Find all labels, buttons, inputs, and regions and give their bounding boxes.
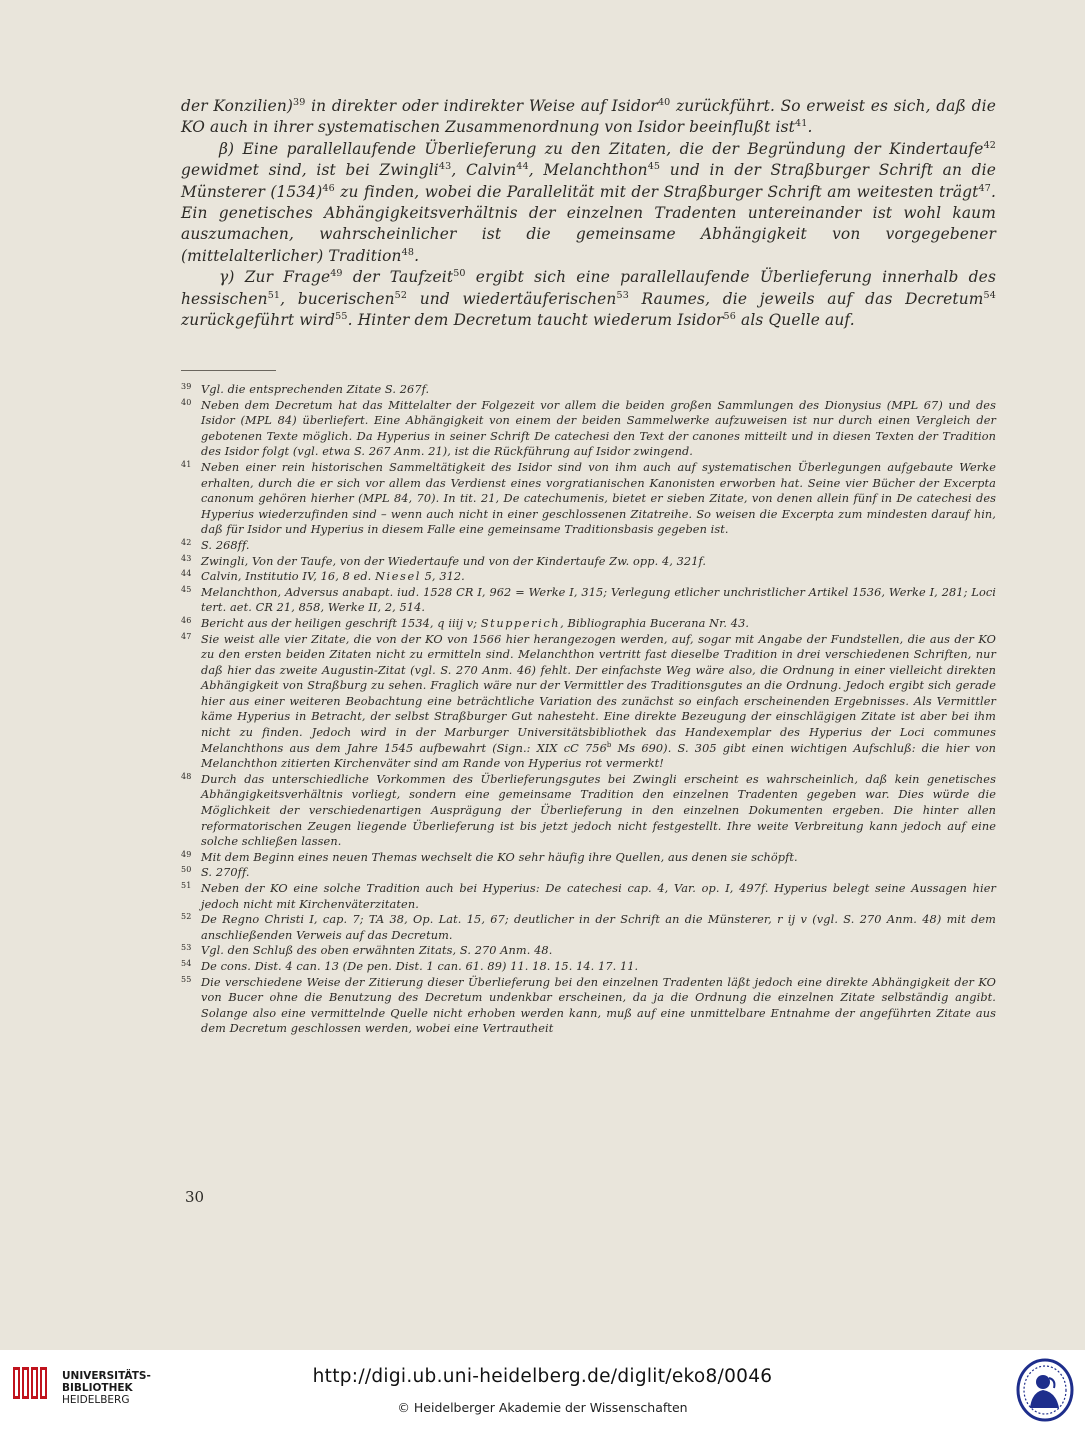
footnote-text: Bericht aus der heiligen geschrift 1534, q iiij v; Stupperich, Bibliographia Bucerana Nr. 43. [201, 616, 750, 630]
copyright-notice: © Heidelberger Akademie der Wissenschaften [397, 1400, 688, 1415]
main-text [181, 96, 996, 331]
footnote-text: Mit dem Beginn eines neuen Themas wechselt die KO sehr häufig ihre Quellen, aus denen sie schöpft. [201, 850, 798, 864]
footnote-number: 47 [181, 631, 192, 641]
footnote-text: Calvin, Institutio IV, 16, 8 ed. Niesel 5, 312. [201, 570, 465, 584]
library-name-line1: UNIVERSITÄTS- [62, 1370, 151, 1382]
footnote-number: 52 [181, 912, 192, 922]
footnote-46 [181, 616, 996, 632]
footnote-48 [181, 772, 996, 850]
footnote-54 [181, 959, 996, 975]
footnote-39 [181, 382, 996, 398]
footnote-text: Zwingli, Von der Taufe, von der Wiedertaufe und von der Kindertaufe Zw. opp. 4, 321f. [201, 554, 707, 568]
footnote-number: 51 [181, 881, 192, 890]
footnote-55 [181, 975, 996, 1037]
footnote-45 [181, 585, 996, 616]
footnote-text: Sie weist alle vier Zitate, die von der KO von 1566 hier herangezogen werden, auf, sogar mit Angabe der Fundstellen, die aus der KO zu den ersten beiden Zitaten nicht zu ermitteln sind. Melanchthon vertritt fast dieselbe Tradition in drei verschiedenen Schriften, nur daß hier das zweite Augustin-Zitat (vgl. S. 270 Anm. 46) fehlt. Der einfachste Weg wäre also, die Ordnung in einer vielleicht direkten Abhängigkeit von Straßburg zu sehen. Fraglich wäre nur der Vermittler des Traditionsgutes an die Ordnung. Jedoch ergibt sich gerade hier aus einer weiteren Beobachtung eine beträchtliche Variation des zunächst so einfach erscheinenden Ergebnisses. Als Vermittler käme Hyperius in Betracht, der selbst Straßburger Gut nahesteht. Eine direkte Bezeugung der einschlägigen Zitate ist aber bei ihm nicht zu finden. Jedoch wird in der Marburger Universitätsbibliothek das Handexemplar des Hyperius der Loci communes Melanchthons aus dem Jahre 1545 aufbewahrt (Sign.: XIX cC 756$^b$ Ms 690). S. 305 gibt einen wichtigen Aufschluß: die hier von Melanchthon zitierten Kirchenväter sind am Rande von Hyperius rot vermerkt! [201, 632, 996, 771]
footnote-number: 44 [181, 569, 192, 579]
footnote-number: 41 [181, 459, 192, 469]
footnote-number: 40 [181, 397, 192, 407]
footnote-43 [181, 554, 996, 570]
footnote-text: Die verschiedene Weise der Zitierung dieser Überlieferung bei den einzelnen Tradenten läßt jedoch eine direkte Abhängigkeit der KO von Bucer ohne die Benutzung des Decretum undenkbar erscheinen, da ja die Ordnung die einzelnen Zitate selbständig angibt. Solange also eine vermittelnde Quelle nicht erhoben werden kann, muß auf eine unmittelbare Entnahme der angeführten Zitate aus dem Decretum geschlossen werden, wobei eine Vertrautheit [201, 975, 996, 1036]
footnote-51 [181, 881, 996, 912]
footnote-number: 42 [181, 537, 192, 547]
footnote-text: Vgl. den Schluß des oben erwähnten Zitats, S. 270 Anm. 48. [201, 944, 553, 958]
paragraph-2-beta: β) Eine parallellaufende Überlieferung zu den Zitaten, die der Begründung der Kindertaufe$^{42}$ gewidmet sind, ist bei Zwingli$^{43}$, Calvin$^{44}$, Melanchthon$^{45}$ und in der Straßburger Schrift an die Münsterer $(1534)^{46}$ zu finden, wobei die Parallelität mit der Straßburger Schrift am weitesten trägt$^{47}$. Ein genetisches Abhängigkeitsverhältnis der einzelnen Tradenten untereinander ist wohl kaum auszumachen, wahrscheinlicher ist die gemeinsame Abhängigkeit von vorgegebener (mittelalterlicher) Tradition$^{48}$. [181, 139, 996, 265]
footnote-number: 49 [181, 849, 192, 859]
footnote-number: 45 [181, 584, 192, 594]
footnote-47 [181, 632, 996, 772]
footnote-separator [181, 370, 276, 371]
footnote-number: 43 [181, 553, 192, 563]
footnote-41 [181, 460, 996, 538]
footnote-number: 50 [181, 865, 192, 875]
footnote-53 [181, 943, 996, 959]
footnote-50 [181, 865, 996, 881]
footnote-number: 46 [181, 615, 192, 625]
footnote-text: De cons. Dist. 4 can. 13 (De pen. Dist. 1 can. 61. 89) 11. 18. 15. 14. 17. 11. [201, 959, 639, 973]
library-name-line2: BIBLIOTHEK [62, 1382, 133, 1394]
footnote-49 [181, 850, 996, 866]
footnote-text: S. 270ff. [201, 866, 250, 880]
footnote-text: Durch das unterschiedliche Vorkommen des Überlieferungsgutes bei Zwingli erscheint es wahrscheinlich, daß kein genetisches Abhängigkeitsverhältnis vorliegt, sondern eine gemeinsame Tradition den einzelnen Tradenten gegeben war. Dies würde die Möglichkeit der verschiedenartigen Ausprägung der Überlieferung in den einzelnen Dokumenten ergeben. Die hinter allen reformatorischen Zeugen liegende Überlieferung ist bis jetzt jedoch nicht festgestellt. Ihre weite Verbreitung kann jedoch auf eine solche schließen lassen. [201, 772, 996, 849]
paragraph-3-gamma: γ) Zur Frage$^{49}$ der Taufzeit$^{50}$ ergibt sich eine parallellaufende Überlieferung innerhalb des hessischen$^{51}$, bucerischen$^{52}$ und wiedertäuferischen$^{53}$ Raumes, die jeweils auf das Decretum$^{54}$ zurückgeführt wird$^{55}$. Hinter dem Decretum taucht wiederum Isidor$^{56}$ als Quelle auf. [181, 268, 996, 330]
library-name-line3: HEIDELBERG [62, 1394, 130, 1406]
footnote-text: Melanchthon, Adversus anabapt. iud. 1528 CR I, 962 = Werke I, 315; Verlegung etlicher unchristlicher Artikel 1536, Werke I, 281; Loci tert. aet. CR 21, 858, Werke II, 2, 514. [201, 585, 996, 615]
footnote-number: 39 [181, 382, 192, 391]
permalink-url[interactable]: http://digi.ub.uni-heidelberg.de/diglit/eko8/0046 [312, 1366, 773, 1387]
footnote-text: Neben der KO eine solche Tradition auch bei Hyperius: De catechesi cap. 4, Var. op. I, 497f. Hyperius belegt seine Aussagen hier jedoch nicht mit Kirchenväterzitaten. [201, 882, 996, 911]
footnote-text: S. 268ff. [201, 538, 250, 552]
paragraph-1: der Konzilien)$^{39}$ in direkter oder indirekter Weise auf Isidor$^{40}$ zurückführt. So erweist es sich, daß die KO auch in ihrer systematischen Zusammenordnung von Isidor beeinflußt ist$^{41}$. [181, 96, 996, 137]
footnote-52 [181, 912, 996, 943]
footnote-44 [181, 569, 996, 585]
footnote-number: 48 [181, 771, 192, 781]
footnote-text: Neben dem Decretum hat das Mittelalter der Folgezeit vor allem die beiden großen Sammlungen des Dionysius (MPL 67) und des Isidor (MPL 84) überliefert. Eine Abhängigkeit von einem der beiden Sammelwerke aufzuweisen ist nur durch einen Vergleich der gebotenen Texte möglich. Da Hyperius in seiner Schrift De catechesi den Text der canones mitteilt und in diesen Texten der Tradition des Isidor folgt (vgl. etwa S. 267 Anm. 21), ist die Rückführung auf Isidor zwingend. [201, 398, 996, 459]
footnotes [181, 382, 996, 1037]
footnote-42 [181, 538, 996, 554]
footnote-40 [181, 398, 996, 460]
footnote-text: De Regno Christi I, cap. 7; TA 38, Op. Lat. 15, 67; deutlicher in der Schrift an die Münsterer, r ij v (vgl. S. 270 Anm. 48) mit dem anschließenden Verweis auf das Decretum. [201, 913, 996, 942]
page-number: 30 [185, 1188, 205, 1206]
footnote-number: 53 [181, 943, 192, 953]
footnote-text: Vgl. die entsprechenden Zitate S. 267f. [201, 383, 430, 396]
viewer-footer [0, 1350, 1085, 1429]
academy-seal[interactable] [1016, 1358, 1074, 1422]
footnote-text: Neben einer rein historischen Sammeltätigkeit des Isidor sind von ihm auch auf systematischen Überlegungen aufgebaute Werke erhalten, durch die er sich vor allem das Verdienst eines vorgratianischen Kanonisten erworben hat. Seine vier Bücher der Excerpta canonum gehören hierher (MPL 84, 70). In tit. 21, De catechumenis, bietet er sieben Zitate, von denen allein fünf in De catechesi des Hyperius wiederzufinden sind – wenn auch nicht in einer geschlossenen Zitatreihe. So weisen die Excerpta zum mindesten darauf hin, daß für Isidor und Hyperius in diesem Falle eine gemeinsame Traditionsbasis gegeben ist. [201, 460, 996, 537]
academy-seal-icon [1016, 1358, 1074, 1422]
footnote-number: 55 [181, 974, 192, 984]
footnote-number: 54 [181, 958, 192, 968]
